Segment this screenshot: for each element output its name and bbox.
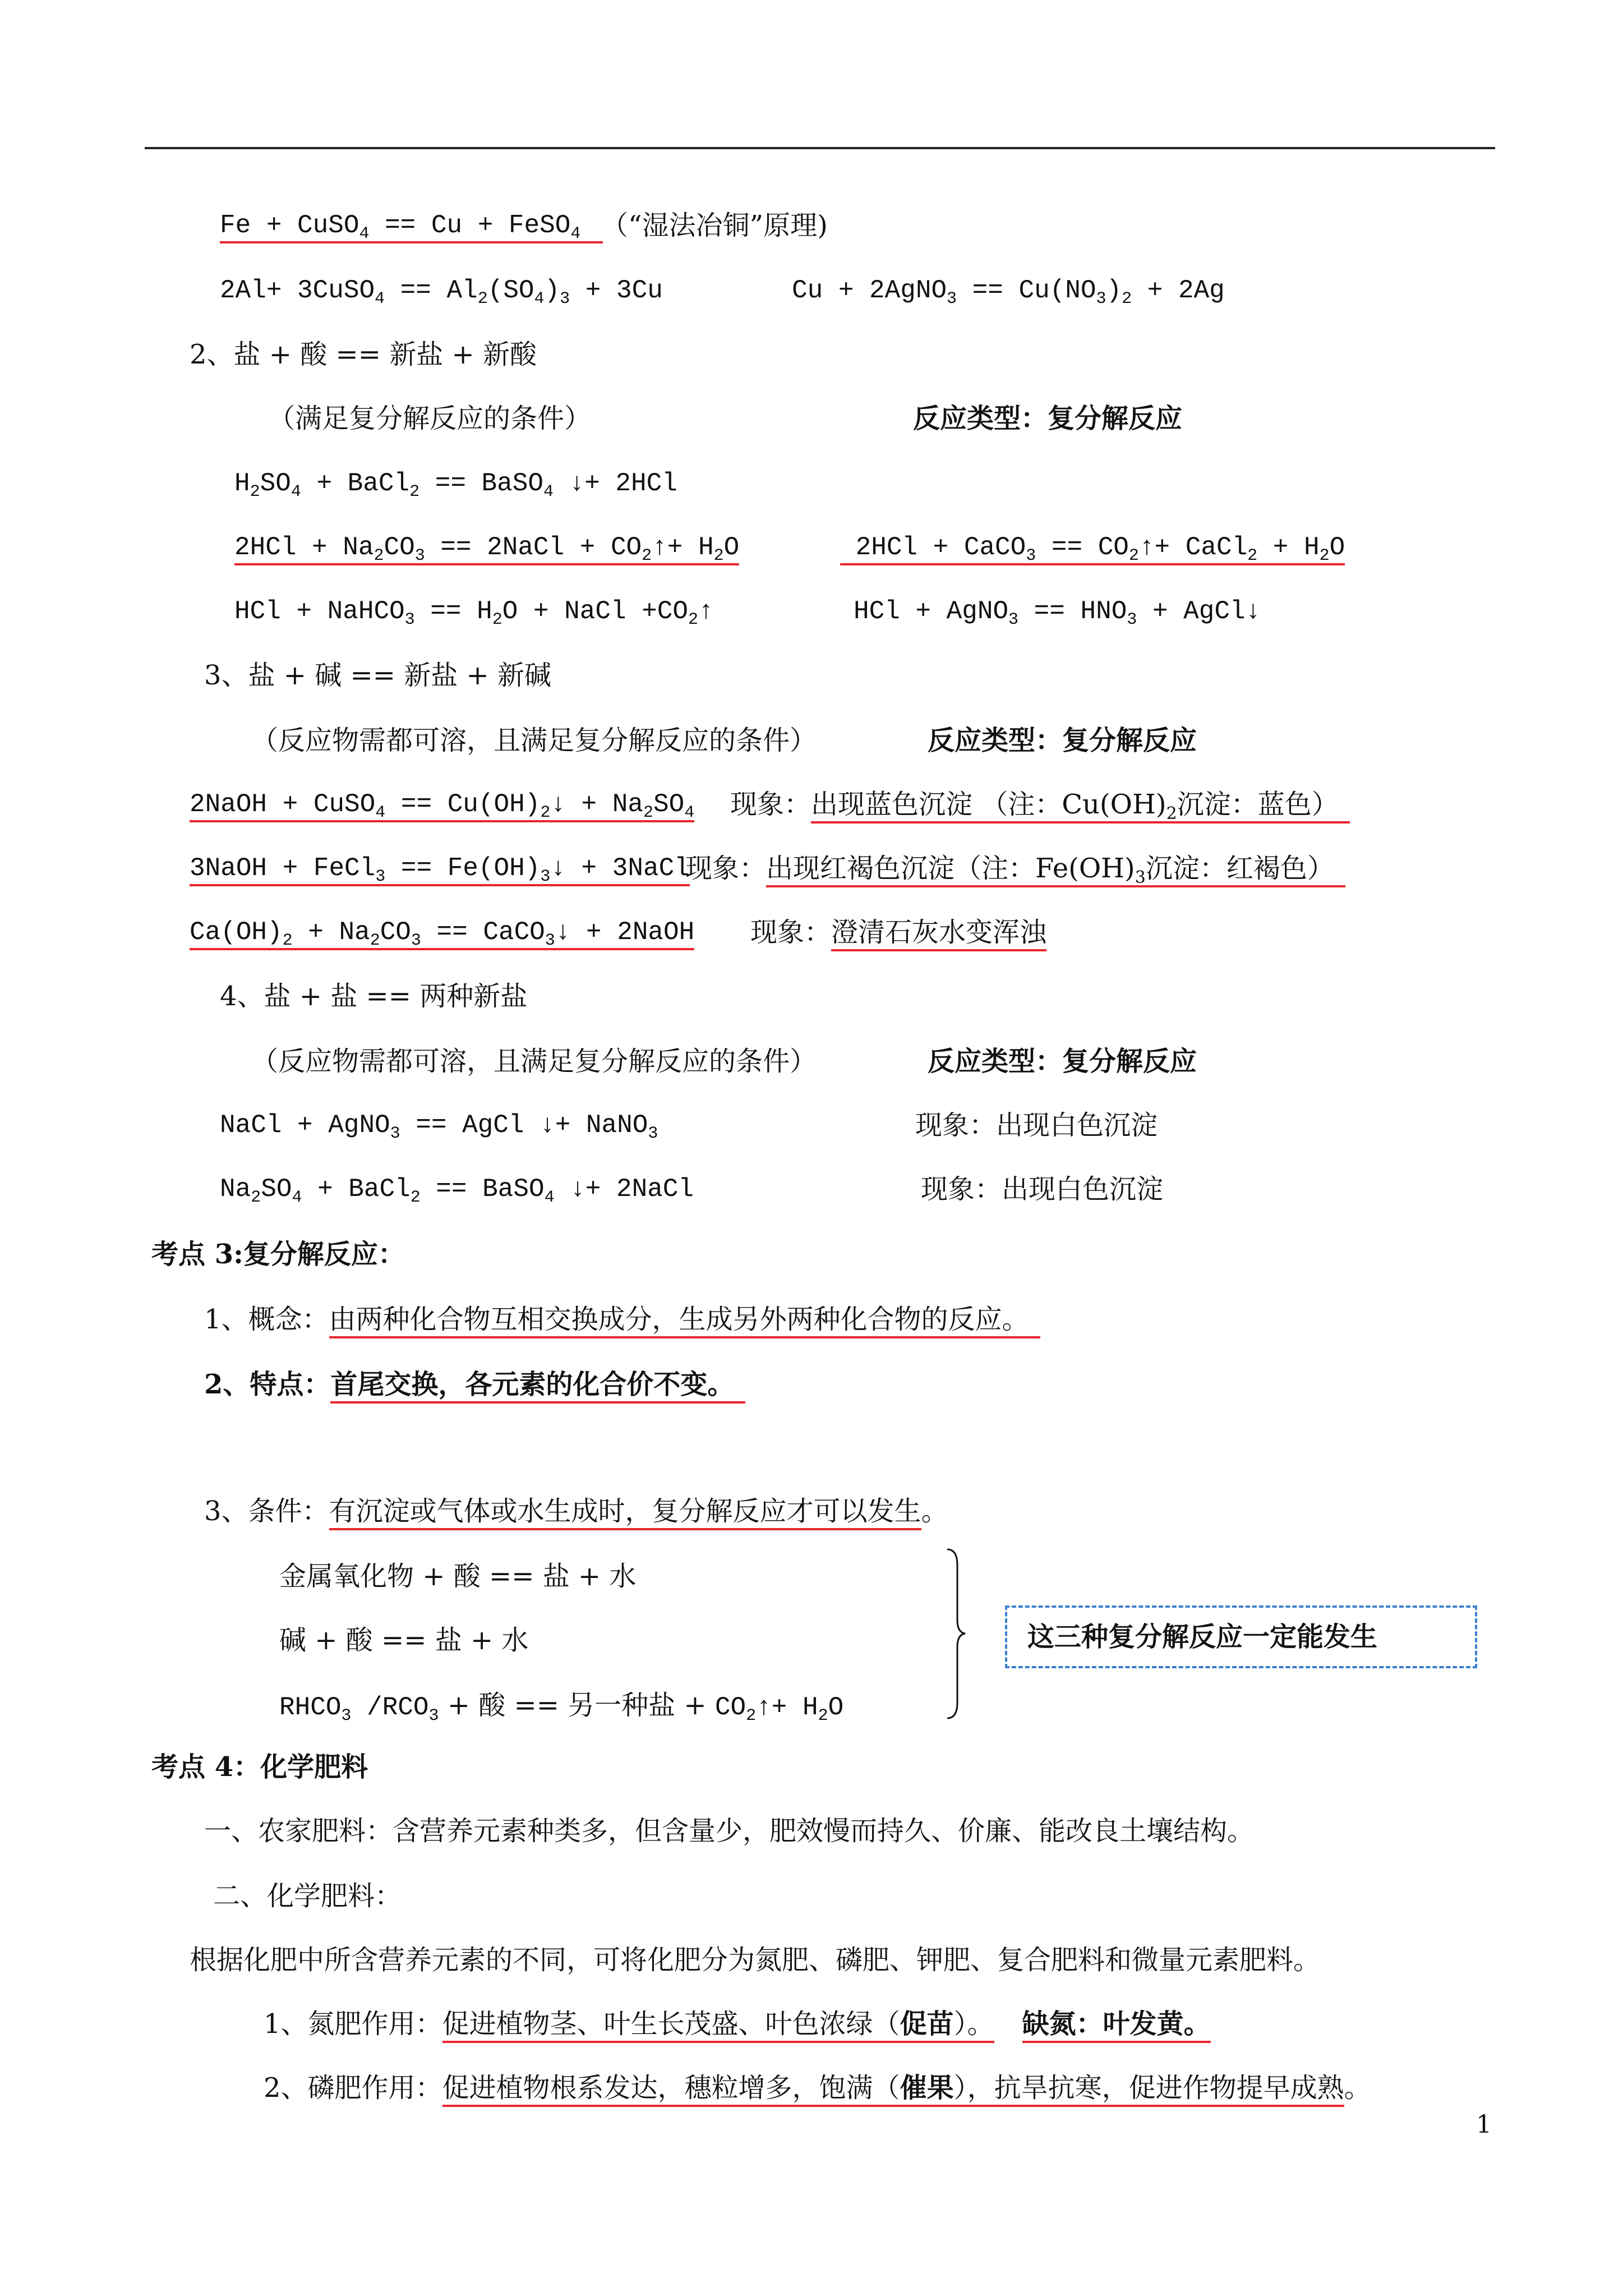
condition-salt-salt: （反应物需都可溶，且满足复分解反应的条件）: [251, 1046, 817, 1077]
condition-salt-acid: （满足复分解反应的条件）: [268, 403, 592, 434]
phenomenon-white-precipitate-1: 现象：出现白色沉淀: [915, 1110, 1158, 1141]
rule-carbonate-acid: $RHCO_3$ $/RCO_3$ + 酸 == 另一种盐 + $CO_2↑+ H_2O$: [279, 1690, 844, 1726]
callout-box: 这三种复分解反应一定能发生: [1005, 1605, 1477, 1668]
rule-oxide-acid: 金属氧化物 + 酸 == 盐 + 水: [279, 1561, 637, 1592]
fertilizer-classification: 根据化肥中所含营养元素的不同，可将化肥分为氮肥、磷肥、钾肥、复合肥料和微量元素肥料。: [190, 1944, 1321, 1976]
equation-nacl-agno3: NaCl + AgNO$_3$ == AgCl ↓+ NaNO$_3$: [220, 1111, 658, 1143]
equation-hcl-agno3: HCl + AgNO$_3$ == $HNO_3$ + AgCl↓: [854, 597, 1261, 629]
heading-salt-acid: 2、盐 + 酸 == 新盐 + 新酸: [190, 339, 537, 370]
equation-naoh-cuso4: 2NaOH + CuSO$_4$ == $Cu(OH)_2↓ + Na_2SO_4$: [190, 790, 695, 822]
section-heading-double-decomposition: 考点 3:复分解反应：: [151, 1239, 405, 1270]
equation-h2so4-bacl2: $H_2SO_4$ + BaCl$_2$ == BaSO$_4$ ↓+ 2HCl: [234, 469, 677, 501]
reaction-type-salt-base: 反应类型：复分解反应: [928, 725, 1197, 756]
note-wet-copper: （“湿法冶铜”原理): [601, 210, 828, 241]
chemical-fertilizer-heading: 二、化学肥料：: [213, 1880, 402, 1912]
equation-fe-cuso4: Fe + CuSO$_4$ == Cu + FeSO$_4$: [220, 208, 603, 243]
characteristic: 2、特点：首尾交换，各元素的化合价不变。: [204, 1366, 745, 1402]
phenomenon-white-precipitate-2: 现象：出现白色沉淀: [921, 1174, 1164, 1205]
equation-na2so4-bacl2: $Na_2SO_4$ + BaCl$_2$ == BaSO$_4$ ↓+ 2NaCl: [220, 1175, 694, 1207]
equation-hcl-na2co3: $2HCl + Na_2CO_3$ == 2NaCl + $CO_2↑+ H_2O$: [234, 533, 740, 565]
phosphorus-fertilizer-role: 2、磷肥作用：促进植物根系发达，穗粒增多，饱满（催果），抗旱抗寒，促进作物提早成熟。: [264, 2070, 1371, 2106]
equation-cu-agno3: Cu + 2AgNO$_3$ == $Cu(NO_3)_2 + 2Ag$: [792, 276, 1225, 309]
nitrogen-fertilizer-role: 1、氮肥作用：促进植物茎、叶生长茂盛、叶色浓绿（促苗）。 缺氮：叶发黄。: [264, 2006, 1211, 2042]
header-rule: [145, 147, 1495, 149]
rule-base-acid: 碱 + 酸 == 盐 + 水: [279, 1625, 529, 1656]
heading-salt-base: 3、盐 + 碱 == 新盐 + 新碱: [204, 660, 551, 691]
phenomenon-blue-precipitate: 现象：出现蓝色沉淀 （注：$Cu(OH)_2$沉淀：蓝色）: [730, 786, 1350, 822]
right-brace-icon: [945, 1548, 967, 1719]
section-heading-fertilizer: 考点 4：化学肥料: [151, 1751, 368, 1783]
equation-caoh2-na2co3: $Ca(OH)_2 + Na_2CO_3$ == CaCO$_3$↓ + 2NaOH: [190, 918, 695, 950]
page-number: 1: [1476, 2110, 1492, 2139]
reaction-type-salt-salt: 反应类型：复分解反应: [928, 1046, 1197, 1077]
reaction-type-salt-acid: 反应类型：复分解反应: [913, 403, 1183, 434]
equation-hcl-nahco3: HCl + NaHCO$_3$ == $H_2O$ + NaCl $+CO_2↑$: [234, 597, 714, 629]
farm-fertilizer: 一、农家肥料：含营养元素种类多，但含量少，肥效慢而持久、价廉、能改良土壤结构。: [204, 1815, 1255, 1847]
concept-definition: 1、概念：由两种化合物互相交换成分，生成另外两种化合物的反应。: [204, 1301, 1040, 1337]
condition-salt-base: （反应物需都可溶，且满足复分解反应的条件）: [251, 725, 817, 756]
equation-al-cuso4: 2Al+ 3CuSO$_4$ == $Al_2(SO_4)_3 + 3Cu$: [220, 276, 663, 309]
phenomenon-limewater-cloudy: 现象：澄清石灰水变浑浊: [750, 914, 1046, 950]
phenomenon-red-brown-precipitate: 现象：出现红褐色沉淀（注：$Fe(OH)_3$沉淀：红褐色）: [685, 850, 1345, 886]
equation-hcl-caco3: 2HCl + CaCO$_3$ == $CO_2↑+$ CaCl$_2$ + $H_2O$: [840, 533, 1345, 565]
heading-salt-salt: 4、盐 + 盐 == 两种新盐: [220, 981, 528, 1012]
condition-statement: 3、条件：有沉淀或气体或水生成时，复分解反应才可以发生。: [204, 1493, 948, 1529]
equation-naoh-fecl3: 3NaOH + FeCl$_3$ == $Fe(OH)_3↓$ + 3NaCl: [190, 854, 690, 886]
